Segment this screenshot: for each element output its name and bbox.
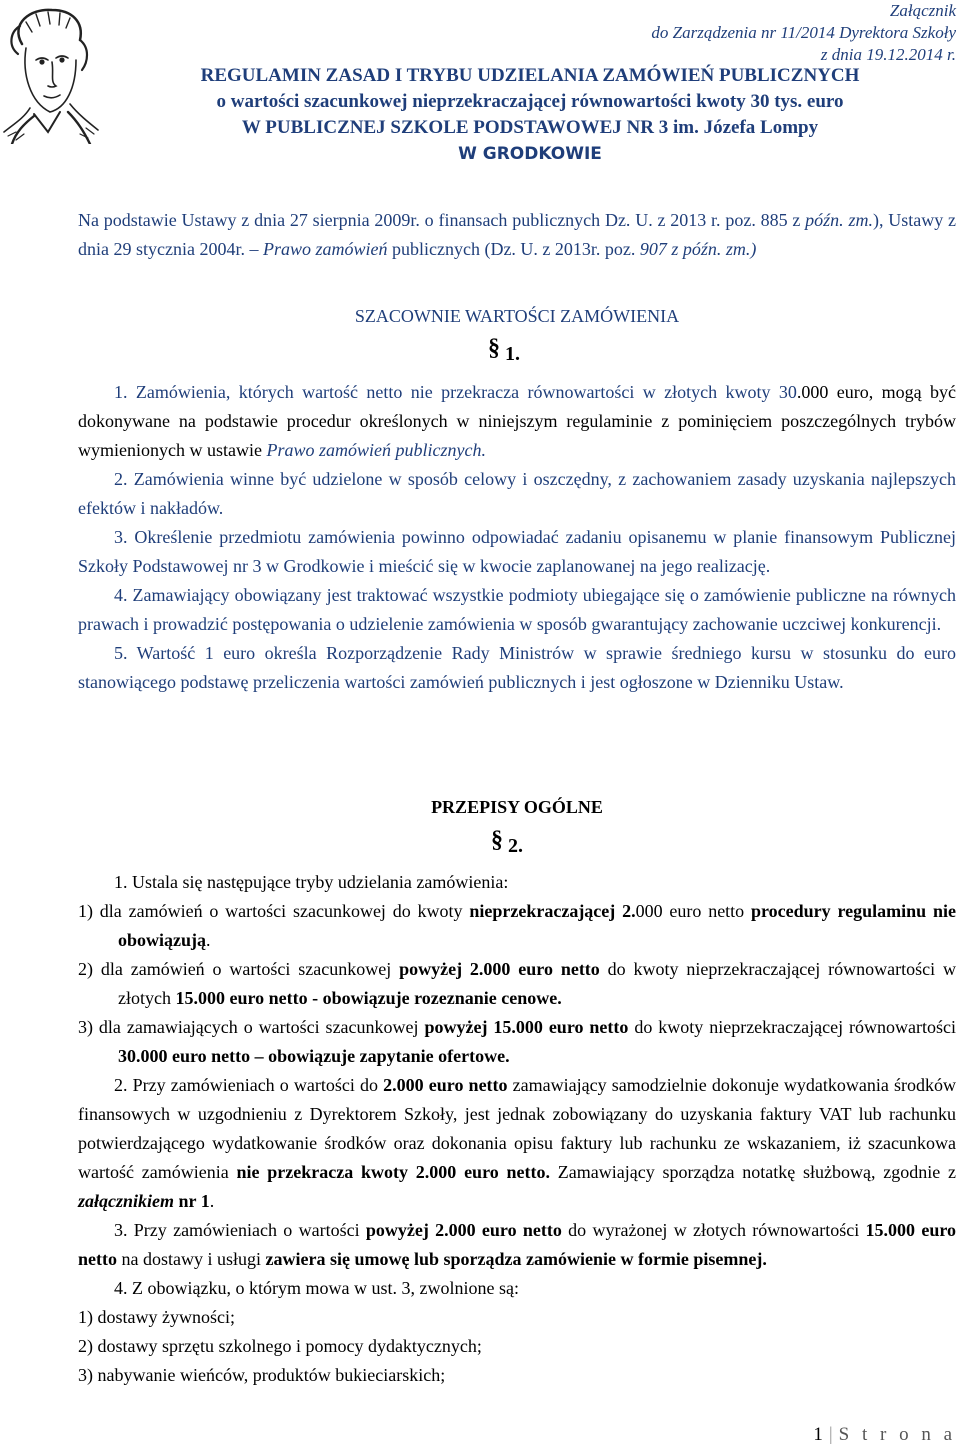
s2p3-b: powyżej 2.000 euro netto [365, 1220, 562, 1240]
s2p2-b: 2.000 euro netto [383, 1075, 508, 1095]
title-line-4: W GRODKOWIE [458, 144, 602, 164]
tier1-c: 000 euro netto [635, 901, 751, 921]
page-footer [813, 1424, 956, 1446]
tier3-a: 3) dla zamawiających o wartości szacunkowej [78, 1017, 425, 1037]
section-2-body [78, 868, 956, 1390]
s2p2-e: Zamawiający sporządza notatkę służbową, zgodnie z [550, 1162, 956, 1182]
exemption-item-1: 1) dostawy żywności; [78, 1307, 235, 1327]
s2p3-e: na dostawy i usługi [117, 1249, 266, 1269]
s2p3-d: 15.000 euro netto [78, 1220, 957, 1269]
document-title [100, 63, 960, 167]
s1p1-b: .000 euro, mogą być dokonywane na podstawie procedur określonych w niniejszym regulaminie z pominięciem poszczególnych trybów wymienionych w ustawie [78, 382, 956, 460]
title-line-1: REGULAMIN ZASAD I TRYBU UDZIELANIA ZAMÓWIEŃ PUBLICZNYCH [200, 65, 860, 86]
tier2-a: 2) dla zamówień o wartości szacunkowej [78, 959, 400, 979]
paragraph-sign-icon: § [491, 827, 503, 853]
tier1-a: 1) dla zamówień o wartości szacunkowej do kwoty [78, 901, 470, 921]
tier3-d: 30.000 euro netto – obowiązuje zapytanie ofertowe. [118, 1046, 510, 1066]
intro-part-1-italic: późn. zm. [805, 210, 873, 230]
page-number: 1 [813, 1424, 823, 1445]
footer-separator: | [828, 1424, 833, 1445]
tier1-e: . [206, 930, 211, 950]
s2p3-c: do wyrażonej w złotych równowartości [561, 1220, 866, 1240]
tier2-c: do kwoty nieprzekraczającej równowartości w złotych [118, 959, 956, 1008]
tier-item-3 [78, 1013, 956, 1071]
s1p1-c: Prawo zamówień publicznych. [266, 440, 486, 460]
section-1-title: SZACOWNIE WARTOŚCI ZAMÓWIENIA [354, 306, 680, 326]
tier3-b: powyżej 15.000 euro netto [424, 1017, 629, 1037]
section-1-point-3: 3. Określenie przedmiotu zamówienia powinno odpowiadać zadaniu opisanemu w planie finansowym Publicznej Szkoły Podstawowej nr 3 w Grodkowie i mieścić się w kwocie zaplanowanej na jego realizację. [78, 527, 956, 576]
section-1-point-1 [78, 378, 956, 465]
s2p2-g: nr 1 [174, 1191, 210, 1211]
section-1-number: 1. [505, 343, 520, 365]
annex-line-3: z dnia 19.12.2014 r. [820, 45, 956, 64]
title-line-3: W PUBLICZNEJ SZKOLE PODSTAWOWEJ NR 3 im. Józefa Lompy [241, 117, 819, 138]
portrait-illustration [0, 4, 100, 144]
section-1-point-4: 4. Zamawiający obowiązany jest traktować wszystkie podmioty ubiegające się o zamówienie publiczne na równych prawach i prowadzić postępowania o udzielenie zamówienia w sposób gwarantujący zachowanie uczciwej konkurencji. [78, 585, 956, 634]
tier1-b: nieprzekraczającej 2. [469, 901, 636, 921]
intro-part-2-italic: – Prawo zamówień [249, 239, 388, 259]
intro-part-3: publicznych (Dz. U. z 2013r. poz. [387, 239, 640, 259]
paragraph-sign-icon: § [488, 335, 500, 361]
section-1-body [78, 378, 956, 697]
section-1-point-5: 5. Wartość 1 euro określa Rozporządzenie Rady Ministrów w sprawie średniego kursu w stosunku do euro stanowiącego podstawę przeliczenia wartości zamówień publicznych i jest ogłoszone w Dzienniku Ustaw. [78, 643, 956, 692]
tier3-c: do kwoty nieprzekraczającej równowartości [628, 1017, 956, 1037]
intro-paragraph [78, 206, 956, 264]
s2p2-a: 2. Przy zamówieniach o wartości do [114, 1075, 384, 1095]
section-2-number: 2. [508, 835, 523, 857]
section-2-point-4: 4. Z obowiązku, o którym mowa w ust. 3, zwolnione są: [114, 1278, 519, 1298]
section-2-title: PRZEPISY OGÓLNE [431, 797, 603, 817]
s2p2-h: . [209, 1191, 215, 1211]
intro-part-1: Na podstawie Ustawy z dnia 27 sierpnia 2009r. o finansach publicznych Dz. U. z 2013 r. poz. 885 z [78, 210, 806, 230]
section-2-paragraph-mark [491, 827, 523, 858]
intro-part-2: ), Ustawy z dnia 29 stycznia 2004r. [78, 210, 956, 259]
annex-note [651, 0, 956, 66]
tier1-d: procedury regulaminu nie obowiązują [118, 901, 956, 950]
section-2-point-1: 1. Ustala się następujące tryby udzielania zamówienia: [114, 872, 509, 892]
tier2-b: powyżej 2.000 euro netto [399, 959, 600, 979]
annex-line-1: Załącznik [889, 1, 956, 20]
s2p2-c: zamawiający samodzielnie dokonuje wydatkowania środków finansowych w uzgodnieniu z Dyrektorem Szkoły, jest jednak zobowiązany do uzyskania faktury VAT lub rachunku potwierdzającego wydatkowanie środków oraz dokonania opisu faktury lub rachunku ze wskazaniem, iż szacunkowa wartość zamówienia [78, 1075, 957, 1182]
section-1-point-2: 2. Zamówienia winne być udzielone w sposób celowy i oszczędny, z zachowaniem zasady uzyskania najlepszych efektów i nakładów. [78, 469, 956, 518]
exemption-item-2: 2) dostawy sprzętu szkolnego i pomocy dydaktycznych; [78, 1336, 482, 1356]
tier2-d: 15.000 euro netto - obowiązuje rozeznanie cenowe. [175, 988, 562, 1008]
section-2-point-3 [78, 1216, 956, 1274]
tier-item-2 [78, 955, 956, 1013]
tier-item-1 [78, 897, 956, 955]
title-line-2: o wartości szacunkowej nieprzekraczającej równowartości kwoty 30 tys. euro [216, 91, 844, 112]
s2p2-f: załącznikiem [78, 1191, 175, 1211]
s2p3-f: zawiera się umowę lub sporządza zamówienie w formie pisemnej. [265, 1249, 767, 1269]
s2p2-d: nie przekracza kwoty 2.000 euro netto. [236, 1162, 550, 1182]
annex-line-2: do Zarządzenia nr 11/2014 Dyrektora Szkoły [651, 23, 956, 42]
s1p1-a: 1. Zamówienia, których wartość netto nie przekracza równowartości w złotych kwoty 30 [114, 382, 797, 402]
exemption-item-3: 3) nabywanie wieńców, produktów bukieciarskich; [78, 1365, 446, 1385]
section-1-paragraph-mark [488, 335, 520, 366]
s2p3-a: 3. Przy zamówieniach o wartości [114, 1220, 366, 1240]
footer-page-word: S t r o n a [838, 1424, 956, 1445]
intro-part-4-italic: 907 z późn. zm.) [639, 239, 757, 259]
section-2-point-2 [78, 1071, 956, 1216]
